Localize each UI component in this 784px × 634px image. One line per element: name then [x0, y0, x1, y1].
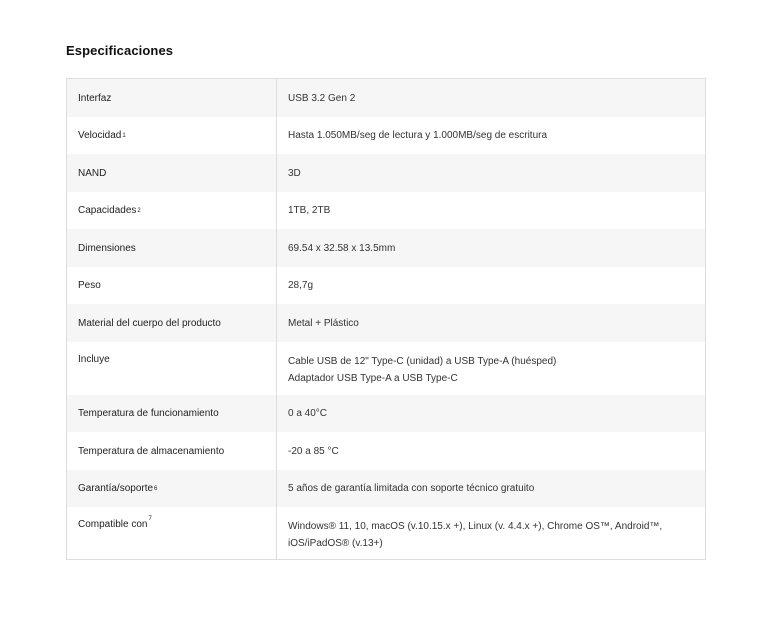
table-row-temp-funcionamiento [67, 395, 705, 432]
row-value: Windows® 11, 10, macOS (v.10.15.x +), Linux (v. 4.4.x +), Chrome OS™, Android™, iOS/iPadOS® (v.13+) [288, 521, 663, 549]
table-row-dimensiones [67, 229, 705, 267]
row-value: -20 a 85 °C [288, 445, 339, 457]
row-label: Compatible con 7 [67, 507, 277, 559]
row-value: Metal + Plástico [288, 317, 359, 329]
row-label: Dimensiones [67, 229, 277, 267]
table-row-material [67, 304, 705, 342]
row-label: Temperatura de almacenamiento [67, 432, 277, 470]
row-value: USB 3.2 Gen 2 [288, 92, 356, 104]
row-label: Garantía/soporte 6 [67, 470, 277, 507]
specifications-table [66, 78, 706, 560]
table-row-velocidad [67, 117, 705, 154]
row-label: Temperatura de funcionamiento [67, 395, 277, 432]
row-value: 3D [288, 167, 301, 179]
table-row-garantia [67, 470, 705, 507]
row-value: Hasta 1.050MB/seg de lectura y 1.000MB/seg de escritura [288, 130, 548, 141]
row-value: 5 años de garantía limitada con soporte técnico gratuito [288, 483, 535, 494]
table-row-nand [67, 154, 705, 192]
row-value: Cable USB de 12" Type-C (unidad) a USB Type-A (huésped) Adaptador USB Type-A a USB Type-C [288, 356, 557, 384]
page-title: Especificaciones [66, 43, 174, 58]
table-row-incluye [67, 342, 705, 395]
row-label: Incluye [67, 342, 277, 395]
row-label: Velocidad 1 [67, 117, 277, 154]
row-label: Capacidades 2 [67, 192, 277, 229]
table-row-compatible [67, 507, 705, 559]
row-label: Peso [67, 267, 277, 304]
row-label: NAND [67, 154, 277, 192]
row-value: 69.54 x 32.58 x 13.5mm [288, 242, 396, 254]
row-value: 1TB, 2TB [288, 205, 331, 216]
table-row-interfaz [67, 79, 705, 117]
table-row-peso [67, 267, 705, 304]
row-label: Interfaz [67, 79, 277, 117]
row-value: 28,7g [288, 280, 314, 291]
table-row-capacidades [67, 192, 705, 229]
row-label: Material del cuerpo del producto [67, 304, 277, 342]
table-row-temp-almacenamiento [67, 432, 705, 470]
row-value: 0 a 40°C [288, 408, 328, 419]
